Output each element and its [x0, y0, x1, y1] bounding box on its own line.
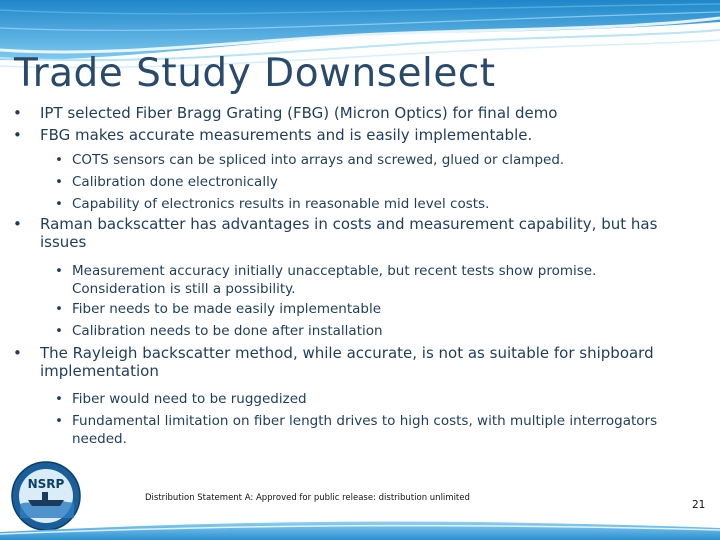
bullet-dot-icon: • — [55, 263, 63, 279]
footer-wave — [0, 518, 720, 540]
bullet-dot-icon: • — [55, 413, 63, 429]
bullet-dot-icon: • — [13, 104, 22, 122]
bullet-level2 — [0, 173, 720, 191]
bullet-dot-icon: • — [13, 126, 22, 144]
bullet-dot-icon: • — [13, 344, 22, 362]
bullet-dot-icon: • — [55, 196, 63, 212]
bullet-text: FBG makes accurate measurements and is easily implementable. — [40, 126, 533, 144]
bullet-level2 — [0, 412, 682, 448]
bullet-level2 — [0, 322, 720, 340]
bullet-text: Fundamental limitation on fiber length drives to high costs, with multiple interrogators needed. — [72, 413, 658, 447]
bullet-level2 — [0, 151, 720, 169]
bullet-text: Fiber needs to be made easily implementable — [72, 301, 382, 317]
bullet-text: Calibration done electronically — [72, 174, 278, 190]
slide-title: Trade Study Downselect — [14, 51, 496, 96]
bullet-dot-icon: • — [13, 215, 22, 233]
bullet-level2 — [0, 195, 720, 213]
bullet-level1 — [0, 104, 720, 122]
bullet-dot-icon: • — [55, 391, 63, 407]
bullet-text: Capability of electronics results in reasonable mid level costs. — [72, 196, 490, 212]
bullet-text: IPT selected Fiber Bragg Grating (FBG) (Micron Optics) for final demo — [40, 104, 558, 122]
bullet-level2 — [0, 262, 652, 298]
bullet-text: Calibration needs to be done after installation — [72, 323, 383, 339]
bullet-dot-icon: • — [55, 152, 63, 168]
bullet-dot-icon: • — [55, 301, 63, 317]
distribution-statement: Distribution Statement A: Approved for public release: distribution unlimited — [145, 493, 470, 503]
bullet-level2 — [0, 390, 720, 408]
bullet-dot-icon: • — [55, 323, 63, 339]
bullet-text: COTS sensors can be spliced into arrays and screwed, glued or clamped. — [72, 152, 565, 168]
logo-text: NSRP — [27, 477, 65, 491]
bullet-text: Raman backscatter has advantages in costs and measurement capability, but has issues — [40, 215, 658, 251]
bullet-list — [0, 104, 720, 448]
bullet-level1 — [0, 344, 690, 380]
bullet-dot-icon: • — [55, 174, 63, 190]
bullet-level1 — [0, 215, 680, 251]
bullet-level2 — [0, 300, 720, 318]
bullet-level1 — [0, 126, 720, 144]
bullet-text: Measurement accuracy initially unacceptable, but recent tests show promise. Consideration is still a possibility. — [72, 263, 597, 297]
bullet-text: Fiber would need to be ruggedized — [72, 391, 307, 407]
bullet-text: The Rayleigh backscatter method, while accurate, is not as suitable for shipboard implementation — [40, 344, 654, 380]
page-number: 21 — [692, 499, 706, 511]
